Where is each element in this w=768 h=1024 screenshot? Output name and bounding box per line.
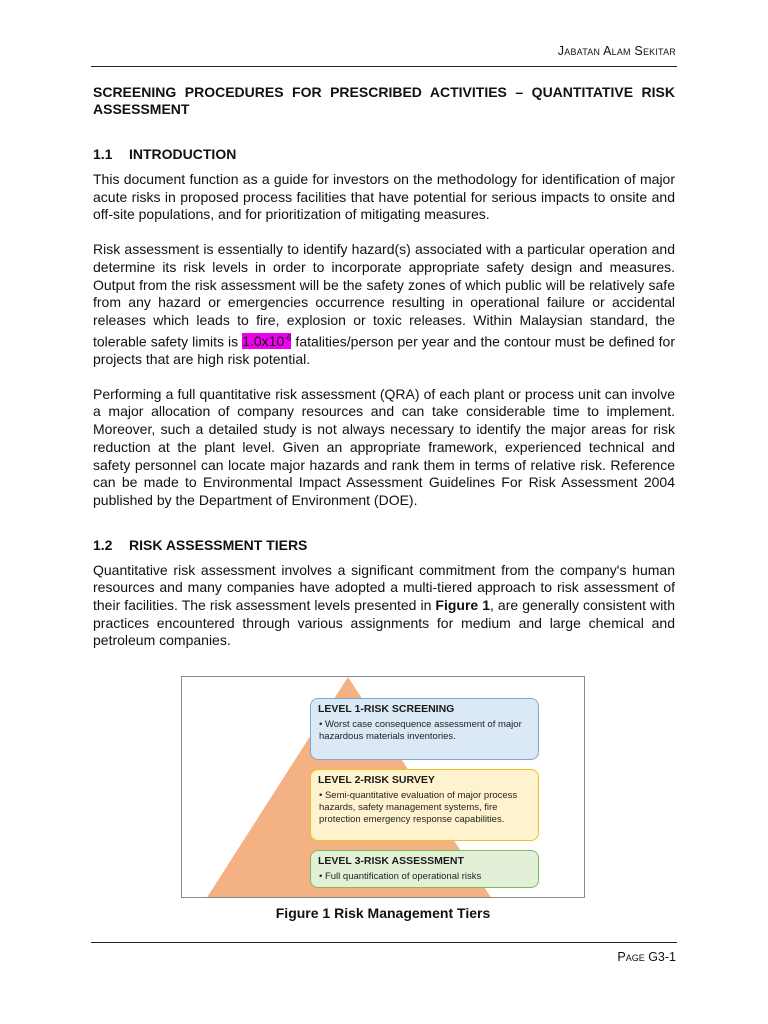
section-number: 1.2 <box>93 536 113 553</box>
page-number: Page G3-1 <box>617 950 676 964</box>
header-rule <box>91 66 677 67</box>
section-title: INTRODUCTION <box>129 146 237 162</box>
intro-paragraph-2 <box>93 241 675 369</box>
limit-exponent: -6 <box>284 333 292 343</box>
section-heading-risk-tiers <box>93 537 675 554</box>
tier-title: LEVEL 3-RISK ASSESSMENT <box>318 855 464 867</box>
tiers-text-before: Quantitative risk assessment involves a significant commitment from the company's human resources and many companies have adopted a multi-tiered approach to risk assessment of their facilities. The risk assessment levels presented in <box>93 561 675 614</box>
tier-level-1 <box>310 698 539 760</box>
figure-reference: Figure 1 <box>435 597 491 614</box>
figure-risk-tiers <box>181 676 585 898</box>
p2-text-before: Risk assessment is essentially to identify hazard(s) associated with a particular operation and determine its risk levels in order to incorporate appropriate safety design and measures. Output from the risk assessment will be the safety zones of which public will be relatively safe from any hazard or emergencies occurrence resulting in operational failure or accidental releases which leads to fire, explosion or toxic releases. Within Malaysian standard, the tolerable safety limits is <box>93 241 675 350</box>
tier-description: • Worst case consequence assessment of major hazardous materials inventories. <box>319 719 522 742</box>
limit-base: 1.0x10 <box>242 333 285 350</box>
section-number: 1.1 <box>93 146 113 162</box>
p2-text-after: fatalities/person per year and the contour must be defined for projects that are high risk potential. <box>93 333 676 367</box>
highlighted-limit <box>242 333 291 349</box>
intro-paragraph-3: Performing a full quantitative risk assessment (QRA) of each plant or process unit can involve a major allocation of company resources and can take considerable time to implement. Moreover, such a detailed study is not always necessary to identify the major areas for risk reduction at the plant level. Given an appropriate framework, experienced technical and safety personnel can locate major hazards and rank them in terms of relative risk. Reference can be made to Environmental Impact Assessment Guidelines For Risk Assessment 2004 published by the Department of Environment (DOE). <box>93 385 675 508</box>
tier-title: LEVEL 2-RISK SURVEY <box>318 774 435 786</box>
section-title: RISK ASSESSMENT TIERS <box>129 536 308 553</box>
intro-paragraph-1: This document function as a guide for investors on the methodology for identification of major acute risks in proposed process facilities that have potential for serious impacts to onsite and off-site populations, and for prioritization of mitigating measures. <box>93 171 675 223</box>
tier-level-2 <box>310 769 539 841</box>
tier-description: • Full quantification of operational risks <box>319 871 482 882</box>
document-body <box>93 84 675 650</box>
figure-caption: Figure 1 Risk Management Tiers <box>275 905 491 921</box>
footer-rule <box>91 942 677 943</box>
section-heading-introduction <box>93 146 675 163</box>
tier-description: • Semi-quantitative evaluation of major process hazards, safety management systems, fire protection emergency response capabilities. <box>319 790 518 825</box>
tiers-paragraph-1 <box>93 562 675 651</box>
tier-level-3 <box>310 850 539 888</box>
header-department: Jabatan Alam Sekitar <box>557 44 676 58</box>
tiers-text-after: , are generally consistent with practices encountered through various assignments for medium and large chemical and petroleum companies. <box>93 597 675 649</box>
document-title: SCREENING PROCEDURES FOR PRESCRIBED ACTIVITIES – QUANTITATIVE RISK ASSESSMENT <box>93 84 675 117</box>
tier-title: LEVEL 1-RISK SCREENING <box>318 703 455 715</box>
